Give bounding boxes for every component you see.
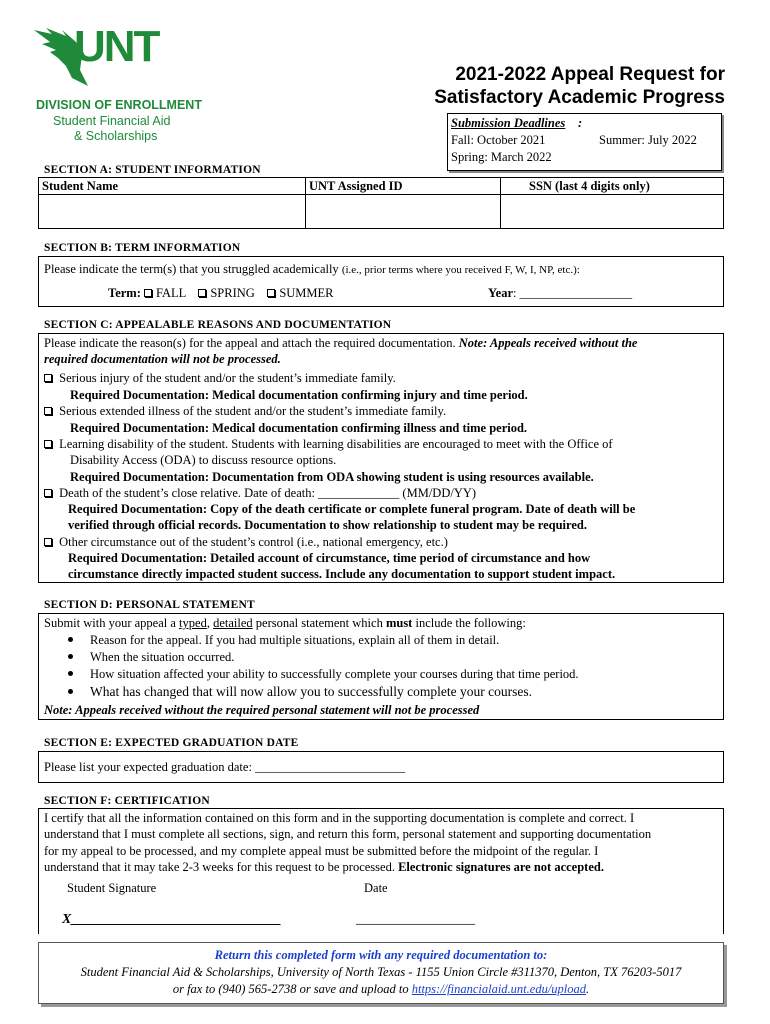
unt-logo	[32, 22, 232, 146]
statement-bullet-2: When the situation occurred.	[90, 650, 235, 664]
checkbox-icon	[44, 538, 52, 546]
term-instruction: Please indicate the term(s) that you struggled academically (i.e., prior terms where you received F, W, I, NP, etc.):	[44, 262, 580, 276]
footer-address: Student Financial Aid & Scholarships, University of North Texas - 1155 Union Circle #311370, Denton, TX 76203-5017	[80, 965, 682, 979]
statement-note: Note: Appeals received without the required personal statement will not be processed	[44, 703, 480, 717]
form-title-line2: Satisfactory Academic Progress	[434, 87, 725, 108]
reason-injury[interactable]: Serious injury of the student and/or the student’s immediate family.	[44, 370, 396, 387]
fall-checkbox[interactable]: FALL	[144, 286, 186, 300]
reason-death[interactable]: Death of the student’s close relative. Date of death: _____________ (MM/DD/YY)	[44, 485, 476, 502]
reason-disability-doc: Required Documentation: Documentation from ODA showing student is using resources available.	[70, 470, 594, 484]
deadline-summer: Summer: July 2022	[599, 133, 697, 147]
date-line[interactable]: _________________	[356, 912, 475, 927]
ssn-header: SSN (last 4 digits only)	[529, 179, 650, 193]
checkbox-icon	[44, 374, 52, 382]
checkbox-icon	[44, 407, 52, 415]
term-label: Term:	[108, 286, 141, 300]
year-field[interactable]: Year: __________________	[488, 286, 633, 300]
signature-label: Student Signature	[67, 881, 157, 895]
upload-link[interactable]: https://financialaid.unt.edu/upload	[411, 982, 587, 996]
unt-id-header: UNT Assigned ID	[309, 179, 403, 193]
logo-sfa: Student Financial Aid	[53, 114, 171, 128]
reason-illness-doc: Required Documentation: Medical documentation confirming illness and time period.	[70, 421, 528, 435]
reasons-note: required documentation will not be processed.	[44, 352, 281, 366]
logo-letters: UNT	[74, 22, 159, 71]
unt-id-field[interactable]	[306, 195, 499, 228]
signature-line[interactable]: X______________________________	[62, 912, 282, 927]
date-label: Date	[364, 881, 388, 895]
certification-line-4: understand that it may take 2-3 weeks for this request to be processed. Electronic signatures are not accepted.	[44, 860, 604, 874]
logo-scholarships: & Scholarships	[74, 129, 158, 143]
section-d-heading: SECTION D: PERSONAL STATEMENT	[44, 599, 255, 611]
reason-other-doc: Required Documentation: Detailed account of circumstance, time period of circumstance and how	[68, 551, 591, 565]
form-title-line1: 2021-2022 Appeal Request for	[455, 64, 725, 85]
deadlines-heading: Submission Deadlines	[451, 116, 566, 130]
reason-disability[interactable]: Learning disability of the student. Students with learning disabilities are encouraged to meet with the Office of	[44, 436, 613, 453]
checkbox-icon	[198, 289, 206, 297]
certification-line-3: for my appeal to be processed, and my complete appeal must be submitted before the midpoint of the regular. I	[44, 844, 599, 858]
reason-death-doc: Required Documentation: Copy of the death certificate or complete funeral program. Date of death will be	[68, 502, 636, 516]
reason-illness[interactable]: Serious extended illness of the student and/or the student’s immediate family.	[44, 403, 446, 420]
student-name-field[interactable]	[39, 195, 304, 228]
deadline-fall: Fall: October 2021	[451, 133, 546, 147]
reason-death-doc-cont: verified through official records. Documentation to show relationship to student may be required.	[68, 518, 587, 532]
section-a-heading: SECTION A: STUDENT INFORMATION	[44, 164, 261, 176]
certification-line-1: I certify that all the information contained on this form and in the supporting documentation is complete and correct. I	[44, 811, 635, 825]
term-row	[108, 285, 334, 302]
checkbox-icon	[44, 489, 52, 497]
student-name-header: Student Name	[42, 179, 119, 193]
section-f-heading: SECTION F: CERTIFICATION	[44, 795, 210, 807]
section-c-heading: SECTION C: APPEALABLE REASONS AND DOCUMENTATION	[44, 319, 392, 331]
certification-line-2: understand that I must complete all sections, sign, and return this form, personal statement and supporting documentation	[44, 827, 652, 841]
spring-checkbox[interactable]: SPRING	[198, 286, 254, 300]
bullet-icon	[68, 671, 73, 676]
checkbox-icon	[44, 440, 52, 448]
reasons-intro: Please indicate the reason(s) for the appeal and attach the required documentation. Note: Appeals received without the	[44, 336, 638, 350]
section-b-heading: SECTION B: TERM INFORMATION	[44, 242, 241, 254]
reason-other-doc-cont: circumstance directly impacted student success. Include any documentation to support student impact.	[68, 567, 616, 581]
checkbox-icon	[144, 289, 152, 297]
statement-bullet-4: What has changed that will now allow you to successfully complete your courses.	[90, 684, 533, 699]
footer-heading: Return this completed form with any required documentation to:	[214, 948, 548, 962]
reason-disability-cont: Disability Access (ODA) to discuss resource options.	[70, 453, 337, 467]
logo-division: DIVISION OF ENROLLMENT	[36, 98, 202, 112]
reason-injury-doc: Required Documentation: Medical documentation confirming injury and time period.	[70, 388, 528, 402]
bullet-icon	[68, 654, 73, 659]
statement-bullet-3: How situation affected your ability to successfully complete your courses during that time period.	[90, 667, 579, 681]
summer-checkbox[interactable]: SUMMER	[267, 286, 333, 300]
reason-other[interactable]: Other circumstance out of the student’s control (i.e., national emergency, etc.)	[44, 534, 448, 551]
graduation-date-field[interactable]: Please list your expected graduation date: ________________________	[44, 760, 406, 774]
footer-fax-upload: or fax to (940) 565-2738 or save and upload to https://financialaid.unt.edu/upload.	[172, 982, 590, 996]
statement-bullet-1: Reason for the appeal. If you had multiple situations, explain all of them in detail.	[90, 633, 500, 647]
ssn-field[interactable]	[501, 195, 723, 228]
deadline-spring: Spring: March 2022	[451, 150, 552, 164]
section-e-heading: SECTION E: EXPECTED GRADUATION DATE	[44, 737, 299, 749]
bullet-icon	[68, 637, 73, 642]
bullet-icon	[68, 689, 73, 694]
statement-intro: Submit with your appeal a typed, detailed personal statement which must include the following:	[44, 616, 526, 630]
checkbox-icon	[267, 289, 275, 297]
